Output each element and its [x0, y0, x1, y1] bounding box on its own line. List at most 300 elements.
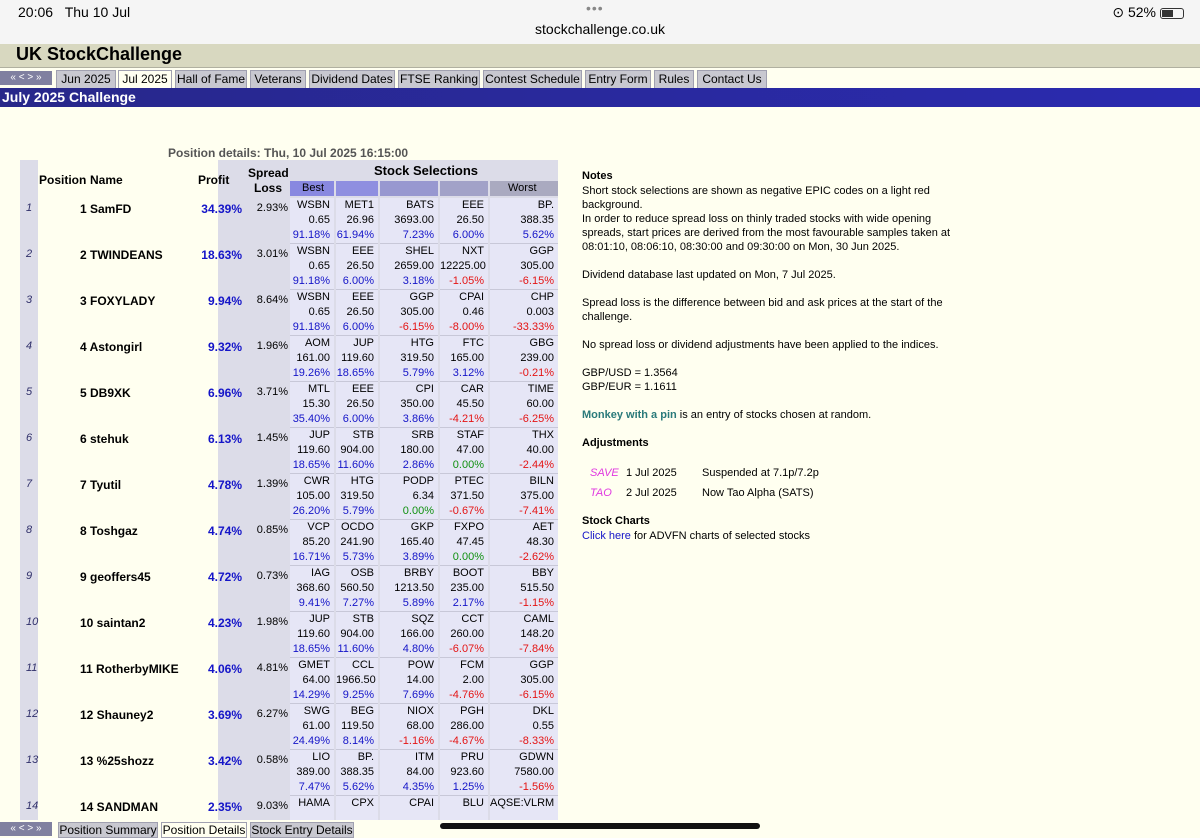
stock-code: AQSE:VLRM	[490, 797, 555, 809]
stock-code: VCP	[307, 521, 330, 533]
tab-hall-of-fame[interactable]: Hall of Fame	[175, 70, 247, 89]
stock-cell	[490, 244, 558, 290]
stock-price: 15.30	[302, 398, 330, 410]
tab-veterans[interactable]: Veterans	[250, 70, 306, 89]
adjustment-row: TAO 2 Jul 2025 Now Tao Alpha (SATS)	[590, 487, 814, 499]
stock-cell	[490, 750, 558, 796]
stock-cell	[380, 520, 438, 566]
table-row	[20, 612, 558, 658]
site-banner	[0, 44, 1200, 68]
stock-cell	[380, 612, 438, 658]
stock-price: 388.35	[340, 766, 374, 778]
stock-code: GBG	[529, 337, 554, 349]
stock-code: BILN	[529, 475, 554, 487]
table-row	[20, 474, 558, 520]
row-rank[interactable]: 5	[26, 386, 33, 398]
row-spread: 9.03%	[256, 800, 288, 812]
stock-price: 12225.00	[440, 260, 486, 272]
stock-code: EEE	[351, 291, 374, 303]
stock-code: STB	[352, 613, 374, 625]
stock-change: 11.60%	[337, 643, 374, 655]
stock-change: 3.89%	[402, 551, 434, 563]
stock-code: FXPO	[454, 521, 484, 533]
stock-code: BP.	[537, 199, 554, 211]
table-row	[20, 290, 558, 336]
row-spread: 8.64%	[256, 294, 288, 306]
stock-cell	[440, 612, 488, 658]
stock-cell	[380, 198, 438, 244]
stock-change: 6.00%	[452, 229, 484, 241]
stock-change: 91.18%	[292, 229, 330, 241]
stock-code: SRB	[411, 429, 434, 441]
header-worst: Worst	[508, 182, 537, 194]
stock-cell	[290, 198, 334, 244]
row-profit: 2.35%	[207, 800, 242, 814]
row-spread: 6.27%	[256, 708, 288, 720]
table-row	[20, 520, 558, 566]
table-row	[20, 198, 558, 244]
stock-price: 319.50	[340, 490, 374, 502]
monkey-link[interactable]: Monkey with a pin	[582, 409, 677, 421]
row-name: 1 SamFD	[80, 202, 132, 216]
stock-cell	[290, 520, 334, 566]
stock-cell	[336, 290, 378, 336]
stock-code: HAMA	[298, 797, 330, 809]
table-row	[20, 244, 558, 290]
row-profit: 6.96%	[207, 386, 242, 400]
tab-stock-entry-details[interactable]: Stock Entry Details	[251, 823, 353, 837]
stock-change: -4.76%	[449, 689, 484, 701]
stock-change: 7.69%	[402, 689, 434, 701]
nav-tabbar	[0, 68, 1200, 89]
stock-change: -1.15%	[519, 597, 554, 609]
stock-change: 2.17%	[452, 597, 484, 609]
stock-code: CCT	[461, 613, 484, 625]
bottom-nav-arrows[interactable]: « < > »	[0, 822, 52, 836]
stock-code: BBY	[531, 567, 554, 579]
row-rank[interactable]: 11	[26, 662, 38, 674]
row-profit: 6.13%	[207, 432, 242, 446]
row-rank[interactable]: 10	[26, 616, 39, 628]
stock-cell	[290, 796, 334, 820]
row-rank[interactable]: 12	[26, 708, 39, 720]
stock-cell	[290, 382, 334, 428]
stock-price: 47.00	[456, 444, 484, 456]
stock-cell	[336, 336, 378, 382]
row-profit: 4.72%	[207, 570, 242, 584]
stock-cell	[440, 704, 488, 750]
notes-paragraph: Short stock selections are shown as negative EPIC codes on a light red background. In order to reduce spread loss on thinly traded stocks with wide opening spreads, start prices are derived from the most favourable samples taken at 08:01:10, 08:06:10, 08:30:00 and 09:30:00 on Mon, 30 Jun 2025.	[582, 185, 951, 253]
stock-price: 375.00	[520, 490, 554, 502]
row-name: 13 %25shozz	[80, 754, 155, 768]
row-name: 4 Astongirl	[80, 340, 143, 354]
stock-cell	[336, 244, 378, 290]
status-battery: ⊙ 52%	[1112, 4, 1184, 21]
tab-position-details[interactable]: Position Details	[162, 823, 246, 837]
row-spread: 1.98%	[256, 616, 288, 628]
stock-change: 5.62%	[522, 229, 554, 241]
stock-cell	[490, 520, 558, 566]
stock-cell	[336, 704, 378, 750]
adjustments-table	[588, 462, 821, 504]
more-dots-icon[interactable]: •••	[586, 0, 604, 16]
stock-code: BATS	[406, 199, 434, 211]
stock-cell	[490, 658, 558, 704]
stock-change: 9.41%	[298, 597, 330, 609]
row-spread: 3.01%	[256, 248, 288, 260]
stock-price: 148.20	[520, 628, 554, 640]
stock-change: 91.18%	[292, 275, 330, 287]
tab-jun-2025[interactable]: Jun 2025	[56, 70, 116, 89]
stock-cell	[336, 428, 378, 474]
stock-charts-text: Click here for ADVFN charts of selected stocks	[582, 530, 811, 542]
stock-price: 0.65	[308, 214, 330, 226]
stock-price	[440, 811, 488, 820]
stock-change: 11.60%	[337, 459, 374, 471]
stock-code: CWR	[303, 475, 330, 487]
stock-code: WSBN	[297, 199, 330, 211]
stock-change: 0.00%	[402, 505, 434, 517]
stock-cell	[290, 704, 334, 750]
stock-code: CAML	[523, 613, 554, 625]
row-profit: 9.94%	[207, 294, 242, 308]
row-spread: 0.73%	[256, 570, 288, 582]
stock-change: 18.65%	[336, 367, 374, 379]
stock-price: 180.00	[400, 444, 434, 456]
stock-price	[336, 811, 378, 820]
stock-price: 1966.50	[336, 674, 376, 686]
stock-price: 48.30	[526, 536, 554, 548]
nav-arrows[interactable]: « < > »	[0, 71, 52, 85]
stock-cell	[440, 520, 488, 566]
stock-change: -33.33%	[513, 321, 554, 333]
table-row	[20, 428, 558, 474]
stock-cell	[440, 796, 488, 820]
stock-code: MTL	[308, 383, 330, 395]
stock-cell	[440, 566, 488, 612]
stock-code: IAG	[311, 567, 330, 579]
stock-change: -1.16%	[399, 735, 434, 747]
row-name: 8 Toshgaz	[80, 524, 138, 538]
stock-change: 5.73%	[342, 551, 374, 563]
tab-jul-2025[interactable]: Jul 2025	[118, 70, 172, 89]
stock-change: 5.62%	[342, 781, 374, 793]
stock-price: 40.00	[526, 444, 554, 456]
stock-price: 0.003	[526, 306, 554, 318]
row-profit: 3.69%	[207, 708, 242, 722]
stock-cell	[440, 474, 488, 520]
notes-dividend: Dividend database last updated on Mon, 7 Jul 2025.	[582, 269, 836, 281]
site-title: UK StockChallenge	[16, 44, 183, 64]
stock-cell	[290, 244, 334, 290]
stock-cell	[440, 658, 488, 704]
stock-cell	[380, 428, 438, 474]
stock-change: -7.84%	[519, 643, 554, 655]
stock-code: EEE	[351, 245, 374, 257]
stock-price: 47.45	[456, 536, 484, 548]
stock-price: 105.00	[296, 490, 330, 502]
click-here-link[interactable]: Click here	[582, 530, 631, 542]
stock-price: 389.00	[296, 766, 330, 778]
stock-price: 2659.00	[394, 260, 434, 272]
table-row	[20, 750, 558, 796]
stock-price: 68.00	[406, 720, 434, 732]
stock-cell	[490, 474, 558, 520]
stock-price	[380, 811, 438, 820]
adjustment-row: SAVE 1 Jul 2025 Suspended at 7.1p/7.2p	[590, 467, 819, 479]
stock-price: 515.50	[520, 582, 554, 594]
stock-code: SWG	[303, 705, 330, 717]
stock-code: GGP	[529, 659, 554, 671]
stock-change: -0.21%	[519, 367, 554, 379]
stock-code: PGH	[460, 705, 484, 717]
stock-cell	[380, 704, 438, 750]
stock-change: 61.94%	[336, 229, 374, 241]
row-rank[interactable]: 2	[26, 248, 33, 260]
adjustments-title: Adjustments	[582, 437, 649, 449]
stock-price: 45.50	[456, 398, 484, 410]
stock-code: GMET	[298, 659, 330, 671]
table-row	[20, 658, 558, 704]
stock-change: -0.67%	[449, 505, 484, 517]
tab-contest-schedule[interactable]: Contest Schedule	[483, 70, 582, 89]
ios-status-bar	[0, 0, 1200, 44]
stock-code: FCM	[460, 659, 484, 671]
row-rank[interactable]: 8	[26, 524, 33, 536]
header-profit: Profit	[198, 173, 230, 187]
stock-change: -4.21%	[449, 413, 484, 425]
row-spread: 1.39%	[256, 478, 288, 490]
stock-cell	[336, 612, 378, 658]
stock-cell	[290, 658, 334, 704]
tab-rules[interactable]: Rules	[654, 70, 694, 89]
table-row	[20, 336, 558, 382]
row-rank[interactable]: 9	[26, 570, 33, 582]
stock-code: WSBN	[297, 245, 330, 257]
stock-code: FTC	[462, 337, 484, 349]
stock-price: 119.60	[297, 444, 330, 456]
stock-cell	[336, 566, 378, 612]
row-profit: 3.42%	[207, 754, 242, 768]
stock-price: 305.00	[400, 306, 434, 318]
stock-price: 3693.00	[394, 214, 434, 226]
stock-code: WSBN	[297, 291, 330, 303]
stock-change: 18.65%	[292, 643, 330, 655]
stock-cell	[490, 612, 558, 658]
row-spread: 1.45%	[256, 432, 288, 444]
stock-change: 35.40%	[292, 413, 330, 425]
notes-indices: No spread loss or dividend adjustments have been applied to the indices.	[582, 339, 939, 351]
stock-change: 18.65%	[292, 459, 330, 471]
stock-change: -6.07%	[449, 643, 484, 655]
stock-cell	[336, 520, 378, 566]
row-name: 6 stehuk	[80, 432, 129, 446]
row-name: 12 Shauney2	[80, 708, 154, 722]
tab-dividend-dates[interactable]: Dividend Dates	[309, 70, 395, 89]
stock-change: -6.25%	[519, 413, 554, 425]
stock-price: 2.00	[462, 674, 484, 686]
row-rank[interactable]: 4	[26, 340, 33, 352]
row-name: 3 FOXYLADY	[80, 294, 156, 308]
stock-price	[490, 811, 558, 820]
stock-change: 4.35%	[402, 781, 434, 793]
stock-cell	[290, 566, 334, 612]
header-spread: Spread	[248, 166, 289, 180]
stock-code: JUP	[353, 337, 374, 349]
row-profit: 34.39%	[201, 202, 242, 216]
row-spread: 3.71%	[256, 386, 288, 398]
stock-code: STAF	[456, 429, 484, 441]
stock-code: OCDO	[341, 521, 374, 533]
stock-price: 388.35	[520, 214, 554, 226]
stock-price: 165.40	[400, 536, 434, 548]
stock-cell	[290, 612, 334, 658]
leaderboard-table	[20, 160, 558, 820]
stock-change: 6.00%	[342, 413, 374, 425]
stock-price: 904.00	[340, 628, 374, 640]
stock-price: 7580.00	[514, 766, 554, 778]
tab-entry-form[interactable]: Entry Form	[585, 70, 651, 89]
stock-cell	[336, 474, 378, 520]
stock-price: 26.50	[346, 306, 374, 318]
stock-code: TIME	[527, 383, 554, 395]
stock-change: 6.00%	[342, 321, 374, 333]
stock-price: 923.60	[450, 766, 484, 778]
stock-cell	[290, 474, 334, 520]
row-rank[interactable]: 14	[26, 800, 39, 812]
position-details-timestamp: Position details: Thu, 10 Jul 2025 16:15:00	[168, 146, 409, 160]
stock-cell	[290, 428, 334, 474]
stock-code: CHP	[530, 291, 554, 303]
stock-change: -7.41%	[519, 505, 554, 517]
stock-cell	[440, 290, 488, 336]
stock-code: JUP	[309, 429, 330, 441]
stock-cell	[440, 382, 488, 428]
notes-spread: Spread loss is the difference between bid and ask prices at the start of the challenge.	[582, 297, 943, 323]
stock-change: -6.15%	[399, 321, 434, 333]
stock-code: MET1	[344, 199, 374, 211]
notes-panel	[582, 169, 972, 543]
header-name: Name	[90, 173, 123, 187]
page-title: July 2025 Challenge	[0, 88, 1200, 107]
stock-price: 0.65	[308, 306, 330, 318]
stock-price: 26.50	[456, 214, 484, 226]
stock-change: 5.89%	[402, 597, 434, 609]
stock-code: GGP	[529, 245, 554, 257]
stock-code: AOM	[304, 337, 330, 349]
stock-cell	[380, 336, 438, 382]
stock-cell	[380, 244, 438, 290]
row-name: 10 saintan2	[80, 616, 146, 630]
stock-code: BP.	[357, 751, 374, 763]
stock-change: -6.15%	[519, 275, 554, 287]
stock-price: 26.50	[346, 260, 374, 272]
header-stock-selections: Stock Selections	[374, 163, 479, 178]
stock-code: EEE	[461, 199, 484, 211]
address-url[interactable]: stockchallenge.co.uk	[535, 21, 665, 37]
stock-code: CPAI	[459, 291, 484, 303]
stock-change: -8.00%	[449, 321, 484, 333]
tab-ftse-ranking[interactable]: FTSE Ranking	[398, 70, 480, 89]
row-rank[interactable]: 6	[26, 432, 33, 444]
stock-cell	[380, 658, 438, 704]
stock-cell	[380, 290, 438, 336]
stock-price: 0.65	[308, 260, 330, 272]
stock-price: 14.00	[406, 674, 434, 686]
stock-price: 319.50	[400, 352, 434, 364]
stock-code: GGP	[409, 291, 434, 303]
header-position: Position	[39, 173, 87, 187]
stock-cell	[380, 796, 438, 820]
stock-price	[290, 811, 334, 820]
stock-cell	[290, 290, 334, 336]
stock-price: 241.90	[340, 536, 374, 548]
stock-cell	[490, 428, 558, 474]
stock-code: NXT	[462, 245, 484, 257]
notes-title: Notes	[582, 170, 613, 182]
stock-change: 8.14%	[342, 735, 374, 747]
stock-price: 1213.50	[394, 582, 434, 594]
header-loss: Loss	[254, 181, 283, 195]
stock-change: 14.29%	[292, 689, 330, 701]
stock-change: 7.23%	[402, 229, 434, 241]
stock-code: PRU	[460, 751, 484, 763]
stock-code: ITM	[415, 751, 434, 763]
stock-change: 4.80%	[402, 643, 434, 655]
status-time: 20:06 Thu 10 Jul	[18, 4, 131, 20]
stock-change: 5.79%	[402, 367, 434, 379]
row-rank[interactable]: 13	[26, 754, 39, 766]
stock-cell	[440, 750, 488, 796]
row-rank[interactable]: 7	[26, 478, 33, 490]
row-rank[interactable]: 1	[26, 202, 33, 214]
stock-code: GKP	[410, 521, 434, 533]
tab-position-summary[interactable]: Position Summary	[59, 823, 157, 837]
row-profit: 9.32%	[207, 340, 242, 354]
stock-price: 161.00	[296, 352, 330, 364]
row-name: 7 Tyutil	[80, 478, 122, 492]
stock-change: -8.33%	[519, 735, 554, 747]
stock-change: 3.86%	[402, 413, 434, 425]
stock-change: -2.62%	[519, 551, 554, 563]
stock-code: HTG	[410, 337, 434, 349]
stock-change: 16.71%	[292, 551, 330, 563]
stock-price: 350.00	[400, 398, 434, 410]
stock-change: 0.00%	[452, 551, 484, 563]
stock-cell	[380, 382, 438, 428]
stock-price: 368.60	[296, 582, 330, 594]
stock-cell	[490, 198, 558, 244]
row-name: 11 RotherbyMIKE	[80, 662, 179, 676]
stock-cell	[440, 198, 488, 244]
stock-change: 3.12%	[452, 367, 484, 379]
stock-code: BLU	[462, 797, 484, 809]
stock-cell	[490, 336, 558, 382]
notes-fx: GBP/USD = 1.3564 GBP/EUR = 1.1611	[582, 367, 678, 393]
table-row	[20, 704, 558, 750]
stock-price: 371.50	[450, 490, 484, 502]
stock-price: 119.50	[341, 720, 374, 732]
stock-change: 7.27%	[342, 597, 374, 609]
stock-price: 286.00	[450, 720, 484, 732]
stock-price: 26.96	[346, 214, 374, 226]
stock-price: 85.20	[302, 536, 330, 548]
tab-contact-us[interactable]: Contact Us	[697, 70, 767, 89]
stock-code: POW	[407, 659, 434, 671]
stock-cell	[490, 566, 558, 612]
stock-code: CPX	[351, 797, 374, 809]
row-rank[interactable]: 3	[26, 294, 33, 306]
